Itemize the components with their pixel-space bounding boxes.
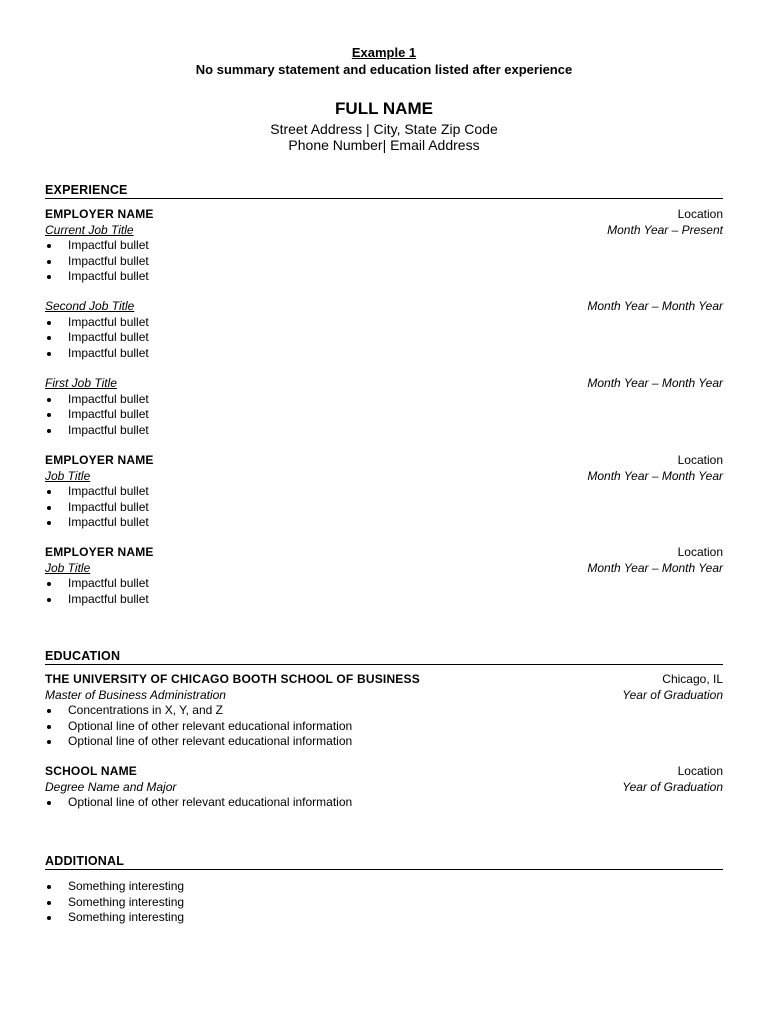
example-description: No summary statement and education listed after experience (195, 62, 573, 77)
employer-1 (45, 207, 723, 285)
employer-2 (45, 453, 723, 531)
graduation-year: Year of Graduation (622, 779, 723, 794)
job-dates: Month Year – Month Year (587, 468, 723, 483)
list-item: Impactful bullet (45, 500, 723, 516)
job-dates: Month Year – Present (607, 222, 723, 237)
list-item: Impactful bullet (45, 330, 723, 346)
job-dates: Month Year – Month Year (587, 376, 723, 390)
additional-list (45, 879, 723, 926)
graduation-year: Year of Graduation (622, 687, 723, 702)
list-item: Impactful bullet (45, 423, 723, 439)
job-title: Current Job Title (45, 222, 134, 237)
full-name: FULL NAME (335, 99, 433, 118)
bullet-list (45, 703, 723, 750)
bullet-list (45, 392, 723, 439)
school-name: SCHOOL NAME (45, 764, 137, 778)
school-2 (45, 764, 723, 811)
list-item: Something interesting (45, 910, 723, 926)
list-item: Impactful bullet (45, 254, 723, 270)
list-item: Impactful bullet (45, 315, 723, 331)
degree: Master of Business Administration (45, 687, 226, 702)
list-item: Impactful bullet (45, 269, 723, 285)
degree: Degree Name and Major (45, 779, 177, 794)
job-dates: Month Year – Month Year (587, 299, 723, 313)
job-title: Second Job Title (45, 299, 135, 313)
list-item: Impactful bullet (45, 515, 723, 531)
phone-email-line: Phone Number| Email Address (288, 137, 480, 153)
employer-name: EMPLOYER NAME (45, 453, 154, 467)
experience-heading: EXPERIENCE (45, 183, 723, 199)
job-title: First Job Title (45, 376, 117, 390)
school-name: THE UNIVERSITY OF CHICAGO BOOTH SCHOOL OF BUSINESS (45, 672, 420, 686)
bullet-list (45, 315, 723, 362)
school-location: Location (677, 764, 723, 778)
list-item: Optional line of other relevant educational information (45, 795, 723, 811)
employer-name: EMPLOYER NAME (45, 545, 154, 559)
job-dates: Month Year – Month Year (587, 560, 723, 575)
list-item: Impactful bullet (45, 238, 723, 254)
address-line: Street Address | City, State Zip Code (270, 121, 498, 137)
bullet-list (45, 484, 723, 531)
employer-1-job-3 (45, 376, 723, 438)
list-item: Concentrations in X, Y, and Z (45, 703, 723, 719)
bullet-list (45, 795, 723, 811)
school-1 (45, 672, 723, 750)
bullet-list (45, 576, 723, 607)
job-title: Job Title (45, 560, 91, 575)
employer-location: Location (677, 545, 723, 559)
bullet-list (45, 879, 723, 926)
job-title: Job Title (45, 468, 91, 483)
list-item: Impactful bullet (45, 407, 723, 423)
employer-location: Location (677, 453, 723, 467)
list-item: Optional line of other relevant educational information (45, 719, 723, 735)
employer-location: Location (677, 207, 723, 221)
example-label: Example 1 (351, 45, 417, 60)
list-item: Something interesting (45, 879, 723, 895)
list-item: Optional line of other relevant educational information (45, 734, 723, 750)
education-heading: EDUCATION (45, 649, 723, 665)
list-item: Impactful bullet (45, 484, 723, 500)
school-location: Chicago, IL (662, 672, 723, 686)
list-item: Impactful bullet (45, 392, 723, 408)
employer-3 (45, 545, 723, 607)
list-item: Impactful bullet (45, 576, 723, 592)
additional-heading: ADDITIONAL (45, 854, 723, 870)
list-item: Impactful bullet (45, 346, 723, 362)
employer-name: EMPLOYER NAME (45, 207, 154, 221)
employer-1-job-2 (45, 299, 723, 361)
list-item: Impactful bullet (45, 592, 723, 608)
list-item: Something interesting (45, 895, 723, 911)
bullet-list (45, 238, 723, 285)
